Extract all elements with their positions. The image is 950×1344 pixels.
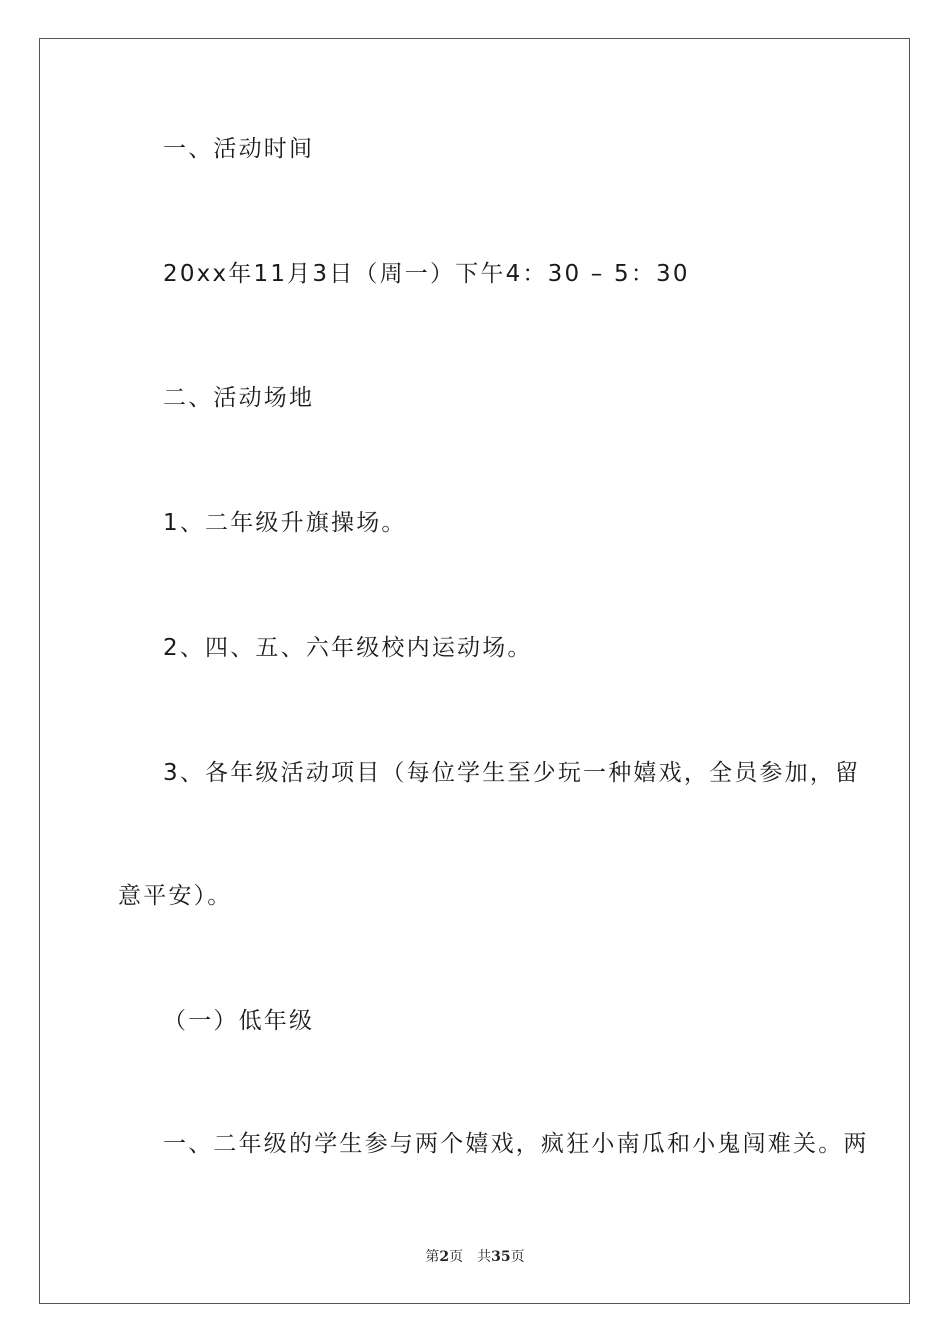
footer-page-suffix: 页: [449, 1249, 464, 1265]
paragraph-venue-1: 1、二年级升旗操场。: [163, 510, 407, 536]
footer-total-pages: 35: [491, 1249, 511, 1265]
heading-activity-venue: 二、活动场地: [163, 385, 315, 411]
heading-lower-grades: （一）低年级: [163, 1008, 315, 1034]
footer-page-number: 2: [439, 1249, 450, 1265]
footer-page-prefix: 第: [425, 1249, 440, 1265]
heading-activity-time: 一、活动时间: [163, 136, 315, 162]
paragraph-venue-2: 2、四、五、六年级校内运动场。: [163, 635, 533, 661]
paragraph-lower-grades: 一、二年级的学生参与两个嬉戏，疯狂小南瓜和小鬼闯难关。两: [163, 1131, 869, 1157]
paragraph-venue-3-continued: 意平安）。: [118, 883, 233, 909]
page-footer: [0, 1248, 950, 1266]
footer-total-suffix: 页: [510, 1249, 525, 1265]
page-border: [39, 38, 910, 1304]
paragraph-venue-3: 3、各年级活动项目（每位学生至少玩一种嬉戏，全员参加，留: [163, 760, 861, 786]
footer-total-prefix: 共: [477, 1249, 492, 1265]
paragraph-activity-time-value: 20xx年11月3日（周一）下午4：30 – 5：30: [163, 261, 690, 287]
